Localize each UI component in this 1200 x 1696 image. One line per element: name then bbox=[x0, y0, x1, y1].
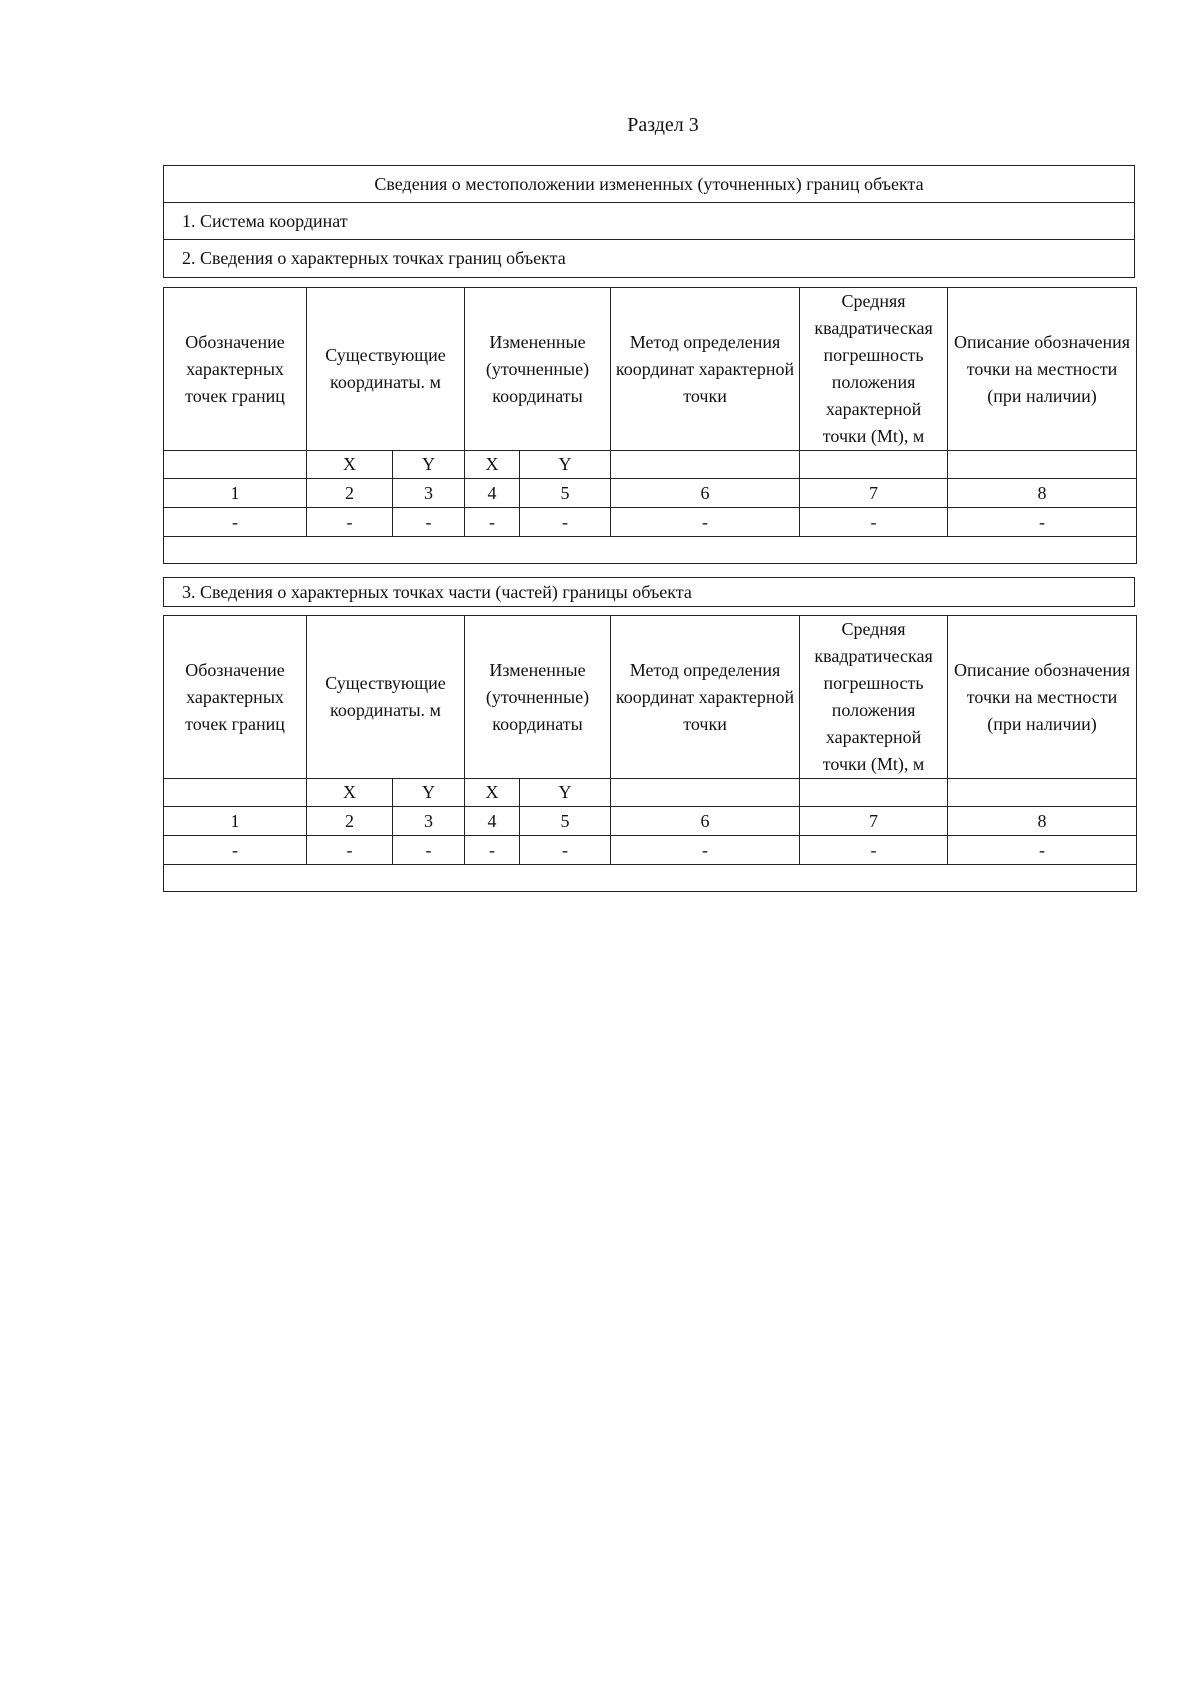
column-number: 2 bbox=[307, 807, 393, 836]
column-number: 1 bbox=[164, 479, 307, 508]
column-number: 7 bbox=[800, 807, 948, 836]
header-changed-coordinates: Измененные (уточненные) координаты bbox=[465, 288, 611, 451]
header-point-designation: Обозначение характерных точек границ bbox=[164, 616, 307, 779]
table-cell: - bbox=[611, 508, 800, 537]
column-number: 3 bbox=[393, 807, 465, 836]
table-cell: - bbox=[948, 508, 1137, 537]
box-heading: Сведения о местоположении измененных (уточненных) границ объекта bbox=[164, 166, 1134, 203]
sub-x-changed: X bbox=[465, 451, 520, 479]
sub-y-existing: Y bbox=[393, 451, 465, 479]
table-cell: - bbox=[800, 836, 948, 865]
column-number: 6 bbox=[611, 479, 800, 508]
header-mean-error: Средняя квадратическая погрешность положения характерной точки (Mt), м bbox=[800, 288, 948, 451]
sub-x-changed: X bbox=[465, 779, 520, 807]
column-number: 6 bbox=[611, 807, 800, 836]
header-method: Метод определения координат характерной точки bbox=[611, 288, 800, 451]
sub-empty bbox=[948, 779, 1137, 807]
table-cell: - bbox=[520, 836, 611, 865]
sub-empty bbox=[611, 779, 800, 807]
header-existing-coordinates: Существующие координаты. м bbox=[307, 288, 465, 451]
column-number: 2 bbox=[307, 479, 393, 508]
table-cell: - bbox=[800, 508, 948, 537]
column-number: 3 bbox=[393, 479, 465, 508]
table-cell: - bbox=[611, 836, 800, 865]
table-cell: - bbox=[393, 508, 465, 537]
coordinate-system-item: 1. Система координат bbox=[164, 203, 1134, 240]
table-cell: - bbox=[164, 508, 307, 537]
header-description: Описание обозначения точки на местности (при наличии) bbox=[948, 288, 1137, 451]
boundary-points-table bbox=[163, 287, 1137, 564]
column-number: 5 bbox=[520, 479, 611, 508]
sub-empty bbox=[800, 451, 948, 479]
header-point-designation: Обозначение характерных точек границ bbox=[164, 288, 307, 451]
table-cell: - bbox=[393, 836, 465, 865]
header-mean-error: Средняя квадратическая погрешность положения характерной точки (Mt), м bbox=[800, 616, 948, 779]
header-existing-coordinates: Существующие координаты. м bbox=[307, 616, 465, 779]
column-number: 8 bbox=[948, 479, 1137, 508]
sub-empty bbox=[800, 779, 948, 807]
sub-empty bbox=[164, 779, 307, 807]
table-cell: - bbox=[164, 836, 307, 865]
sub-y-changed: Y bbox=[520, 779, 611, 807]
part-boundary-points-table bbox=[163, 615, 1137, 892]
table-cell: - bbox=[520, 508, 611, 537]
empty-row bbox=[164, 865, 1137, 892]
header-method: Метод определения координат характерной точки bbox=[611, 616, 800, 779]
sub-x-existing: X bbox=[307, 779, 393, 807]
header-changed-coordinates: Измененные (уточненные) координаты bbox=[465, 616, 611, 779]
column-number: 1 bbox=[164, 807, 307, 836]
header-description: Описание обозначения точки на местности (при наличии) bbox=[948, 616, 1137, 779]
sub-x-existing: X bbox=[307, 451, 393, 479]
section-title: Раздел 3 bbox=[627, 114, 699, 136]
sub-y-changed: Y bbox=[520, 451, 611, 479]
boundary-points-item: 2. Сведения о характерных точках границ объекта bbox=[182, 248, 566, 268]
sub-empty bbox=[948, 451, 1137, 479]
table-cell: - bbox=[465, 508, 520, 537]
empty-row bbox=[164, 537, 1137, 564]
column-number: 5 bbox=[520, 807, 611, 836]
column-number: 4 bbox=[465, 807, 520, 836]
sub-empty bbox=[164, 451, 307, 479]
part-boundary-points-item: 3. Сведения о характерных точках части (частей) границы объекта bbox=[163, 577, 1135, 607]
column-number: 4 bbox=[465, 479, 520, 508]
sub-y-existing: Y bbox=[393, 779, 465, 807]
table-cell: - bbox=[307, 508, 393, 537]
table-cell: - bbox=[465, 836, 520, 865]
sub-empty bbox=[611, 451, 800, 479]
table-cell: - bbox=[948, 836, 1137, 865]
object-info-box bbox=[163, 165, 1135, 278]
column-number: 8 bbox=[948, 807, 1137, 836]
table-cell: - bbox=[307, 836, 393, 865]
column-number: 7 bbox=[800, 479, 948, 508]
